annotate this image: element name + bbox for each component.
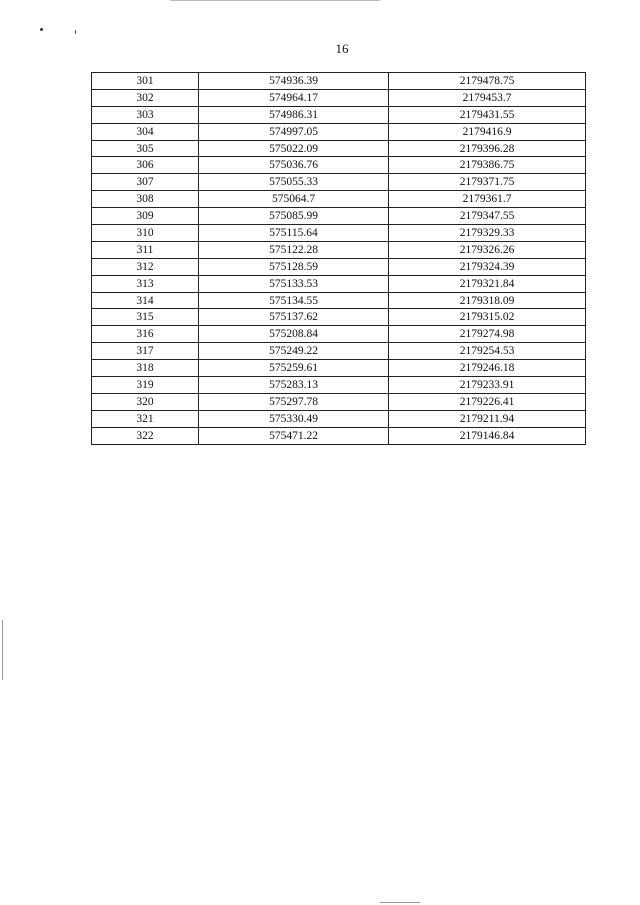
point-number-cell: 316 xyxy=(92,326,199,343)
x-coordinate-cell: 575064.7 xyxy=(199,191,389,208)
x-coordinate-cell: 575133.53 xyxy=(199,275,389,292)
x-coordinate-cell: 574986.31 xyxy=(199,106,389,123)
y-coordinate-cell: 2179396.28 xyxy=(389,140,586,157)
x-coordinate-cell: 575297.78 xyxy=(199,393,389,410)
y-coordinate-cell: 2179416.9 xyxy=(389,123,586,140)
table-row xyxy=(92,360,586,377)
point-number-cell: 310 xyxy=(92,225,199,242)
x-coordinate-cell: 575122.28 xyxy=(199,241,389,258)
scan-speck xyxy=(75,30,76,34)
table-row xyxy=(92,208,586,225)
point-number-cell: 314 xyxy=(92,292,199,309)
x-coordinate-cell: 575128.59 xyxy=(199,258,389,275)
point-number-cell: 309 xyxy=(92,208,199,225)
table-row xyxy=(92,275,586,292)
table-row xyxy=(92,377,586,394)
point-number-cell: 301 xyxy=(92,73,199,90)
y-coordinate-cell: 2179274.98 xyxy=(389,326,586,343)
scan-edge-line xyxy=(2,620,3,680)
y-coordinate-cell: 2179326.26 xyxy=(389,241,586,258)
table-row xyxy=(92,73,586,90)
point-number-cell: 303 xyxy=(92,106,199,123)
table-row xyxy=(92,241,586,258)
y-coordinate-cell: 2179315.02 xyxy=(389,309,586,326)
x-coordinate-cell: 575471.22 xyxy=(199,427,389,444)
table-row xyxy=(92,89,586,106)
x-coordinate-cell: 575259.61 xyxy=(199,360,389,377)
x-coordinate-cell: 574997.05 xyxy=(199,123,389,140)
x-coordinate-cell: 575022.09 xyxy=(199,140,389,157)
table-row xyxy=(92,292,586,309)
point-number-cell: 306 xyxy=(92,157,199,174)
y-coordinate-cell: 2179324.39 xyxy=(389,258,586,275)
y-coordinate-cell: 2179347.55 xyxy=(389,208,586,225)
table-row xyxy=(92,140,586,157)
table-row xyxy=(92,174,586,191)
x-coordinate-cell: 575283.13 xyxy=(199,377,389,394)
table-row xyxy=(92,326,586,343)
x-coordinate-cell: 575330.49 xyxy=(199,410,389,427)
x-coordinate-cell: 575055.33 xyxy=(199,174,389,191)
point-number-cell: 315 xyxy=(92,309,199,326)
x-coordinate-cell: 575036.76 xyxy=(199,157,389,174)
x-coordinate-cell: 574936.39 xyxy=(199,73,389,90)
point-number-cell: 311 xyxy=(92,241,199,258)
x-coordinate-cell: 575085.99 xyxy=(199,208,389,225)
point-number-cell: 322 xyxy=(92,427,199,444)
y-coordinate-cell: 2179478.75 xyxy=(389,73,586,90)
y-coordinate-cell: 2179453.7 xyxy=(389,89,586,106)
point-number-cell: 319 xyxy=(92,377,199,394)
point-number-cell: 317 xyxy=(92,343,199,360)
y-coordinate-cell: 2179321.84 xyxy=(389,275,586,292)
table-row xyxy=(92,258,586,275)
table-row xyxy=(92,106,586,123)
point-number-cell: 321 xyxy=(92,410,199,427)
x-coordinate-cell: 575134.55 xyxy=(199,292,389,309)
scan-edge-line xyxy=(170,0,380,1)
y-coordinate-cell: 2179226.41 xyxy=(389,393,586,410)
scan-speck xyxy=(40,28,43,31)
table-row xyxy=(92,225,586,242)
y-coordinate-cell: 2179146.84 xyxy=(389,427,586,444)
x-coordinate-cell: 575137.62 xyxy=(199,309,389,326)
table-row xyxy=(92,309,586,326)
x-coordinate-cell: 575249.22 xyxy=(199,343,389,360)
y-coordinate-cell: 2179361.7 xyxy=(389,191,586,208)
table-row xyxy=(92,393,586,410)
table-row xyxy=(92,410,586,427)
coordinates-table xyxy=(91,72,586,445)
point-number-cell: 307 xyxy=(92,174,199,191)
table-row xyxy=(92,427,586,444)
y-coordinate-cell: 2179233.91 xyxy=(389,377,586,394)
scan-edge-line xyxy=(380,902,420,903)
y-coordinate-cell: 2179329.33 xyxy=(389,225,586,242)
table-row xyxy=(92,191,586,208)
table-row xyxy=(92,343,586,360)
x-coordinate-cell: 575208.84 xyxy=(199,326,389,343)
point-number-cell: 313 xyxy=(92,275,199,292)
point-number-cell: 305 xyxy=(92,140,199,157)
point-number-cell: 312 xyxy=(92,258,199,275)
table-row xyxy=(92,157,586,174)
y-coordinate-cell: 2179254.53 xyxy=(389,343,586,360)
x-coordinate-cell: 574964.17 xyxy=(199,89,389,106)
page-number: 16 xyxy=(335,41,349,56)
point-number-cell: 320 xyxy=(92,393,199,410)
point-number-cell: 302 xyxy=(92,89,199,106)
x-coordinate-cell: 575115.64 xyxy=(199,225,389,242)
table-row xyxy=(92,123,586,140)
point-number-cell: 304 xyxy=(92,123,199,140)
y-coordinate-cell: 2179386.75 xyxy=(389,157,586,174)
point-number-cell: 318 xyxy=(92,360,199,377)
y-coordinate-cell: 2179211.94 xyxy=(389,410,586,427)
point-number-cell: 308 xyxy=(92,191,199,208)
y-coordinate-cell: 2179246.18 xyxy=(389,360,586,377)
y-coordinate-cell: 2179431.55 xyxy=(389,106,586,123)
y-coordinate-cell: 2179371.75 xyxy=(389,174,586,191)
coordinates-table-body xyxy=(92,73,586,445)
y-coordinate-cell: 2179318.09 xyxy=(389,292,586,309)
